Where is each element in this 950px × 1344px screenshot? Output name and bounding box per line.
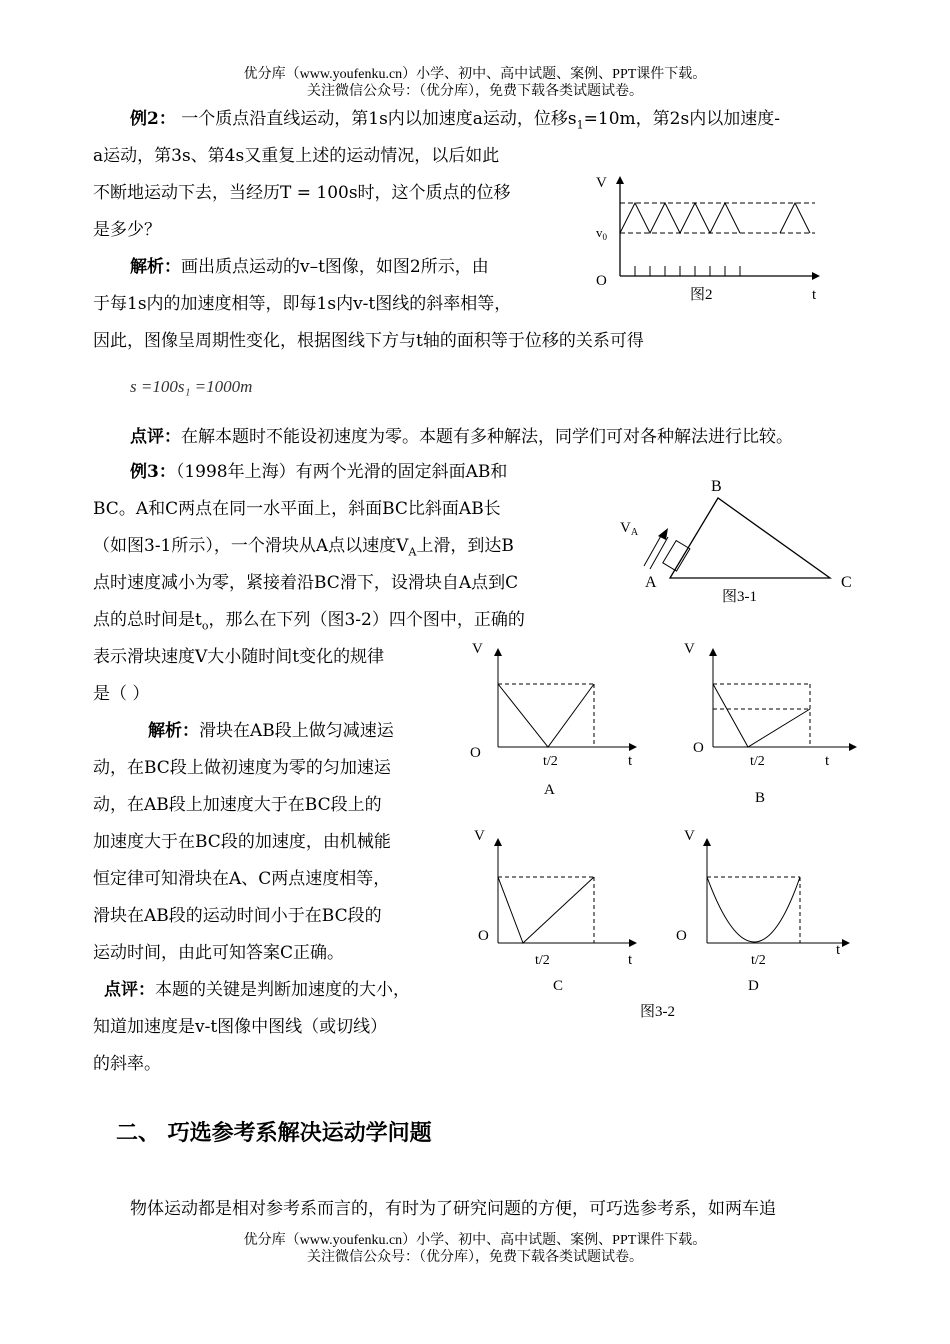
ex3-comment-1: 点评：本题的关键是判断加速度的大小， <box>104 980 410 1000</box>
ex3-analysis-6: 滑块在AB段的运动时间小于在BC段的 <box>93 906 382 926</box>
section-2-paragraph: 物体运动都是相对参考系而言的，有时为了研究问题的方便，可巧选参考系，如两车追 <box>130 1199 776 1219</box>
fig31-b-label: B <box>711 478 722 495</box>
graph-c-t: t <box>628 952 633 968</box>
ex2-line-4: 是多少？ <box>93 220 161 240</box>
graph-b-t: t <box>825 753 830 769</box>
ex3-analysis-2: 动，在BC段上做初速度为零的匀加速运 <box>93 758 391 778</box>
ex3-comment-3: 的斜率。 <box>93 1054 161 1074</box>
fig2-t-label: t <box>812 287 817 303</box>
graph-d-half: t/2 <box>751 953 766 968</box>
ex3-label: 例3： <box>130 462 176 482</box>
fig2-caption: 图2 <box>690 287 713 303</box>
graph-c-label: C <box>553 978 564 994</box>
ex3-line-2: BC。A和C两点在同一水平面上，斜面BC比斜面AB长 <box>93 499 501 519</box>
ex3-comment-2: 知道加速度是v-t图像中图线（或切线） <box>93 1017 388 1037</box>
ex3-analysis-label: 解析： <box>148 721 199 741</box>
graph-b-label: B <box>755 790 766 806</box>
graph-c-origin: O <box>478 928 489 944</box>
graph-d-t: t <box>836 942 841 958</box>
ex2-line-3: 不断地运动下去，当经历T = 100s时，这个质点的位移 <box>93 183 511 203</box>
ex3-comment-label: 点评： <box>104 980 155 1000</box>
ex3-analysis-3: 动，在AB段上加速度大于在BC段上的 <box>93 795 382 815</box>
fig2-v-label: V <box>596 175 607 191</box>
graph-b <box>684 641 855 806</box>
ex3-line-6: 表示滑块速度V大小随时间t变化的规律 <box>93 647 385 667</box>
fig2-origin-label: O <box>596 273 607 289</box>
ex2-comment-label: 点评： <box>130 427 181 447</box>
ex2-line-2: a运动，第3s、第4s又重复上述的运动情况，以后如此 <box>93 146 500 166</box>
ex2-analysis-label: 解析： <box>130 257 181 277</box>
page-header <box>0 66 950 100</box>
figure-2-vt-graph <box>590 168 830 308</box>
graph-d <box>676 828 848 994</box>
footer-line-1: 优分库（www.youfenku.cn）小学、初中、高中试题、案例、PPT课件下载。 <box>243 1233 707 1248</box>
graph-d-origin: O <box>676 928 687 944</box>
fig32-caption: 图3-2 <box>640 1004 675 1020</box>
ex2-comment: 点评：在解本题时不能设初速度为零。本题有多种解法，同学们可对各种解法进行比较。 <box>130 427 793 447</box>
graph-b-origin: O <box>693 740 704 756</box>
graph-a-half: t/2 <box>543 754 558 769</box>
ex3-analysis-7: 运动时间，由此可知答案C正确。 <box>93 943 345 963</box>
footer-line-2: 关注微信公众号：（优分库），免费下载各类试题试卷。 <box>307 1250 643 1265</box>
graph-a-t: t <box>628 753 633 769</box>
ex3-analysis-1: 解析：滑块在AB段上做匀减速运 <box>148 721 394 741</box>
figure-3-1-incline <box>610 470 870 610</box>
ex3-line-5: 点的总时间是$t_o$，那么在下列（图3-2）四个图中，正确的 <box>93 610 525 633</box>
graph-a-origin: O <box>470 745 481 761</box>
graph-d-label: D <box>748 978 759 994</box>
graph-a-label: A <box>544 782 555 798</box>
ex3-analysis-4: 加速度大于在BC段的加速度，由机械能 <box>93 832 391 852</box>
ex2-line-1: 例2： 一个质点沿直线运动，第1s内以加速度a运动，位移$s_1=10m$，第2s内以加速度- <box>130 109 780 132</box>
ex2-analysis-1: 解析：画出质点运动的v–t图像，如图2所示，由 <box>130 257 489 277</box>
fig31-c-label: C <box>841 574 852 591</box>
fig31-caption: 图3-1 <box>722 589 757 605</box>
figure-3-2-graphs <box>460 635 880 1035</box>
graph-c-half: t/2 <box>535 953 550 968</box>
graph-c-v: V <box>474 828 485 844</box>
graph-b-half: t/2 <box>750 754 765 769</box>
ex3-line-7: 是（ ） <box>93 684 150 704</box>
graph-a-v: V <box>472 641 483 657</box>
section-2-heading: 二、 巧选参考系解决运动学问题 <box>116 1121 432 1146</box>
graph-d-v: V <box>684 828 695 844</box>
ex2-label: 例2： <box>130 109 176 129</box>
graph-b-v: V <box>684 641 695 657</box>
page-footer <box>0 1232 950 1266</box>
ex3-analysis-5: 恒定律可知滑块在A、C两点速度相等， <box>93 869 391 889</box>
ex2-formula: s =100s₁ =1000m <box>130 377 253 396</box>
header-line-2: 关注微信公众号：（优分库），免费下载各类试题试卷。 <box>307 84 643 99</box>
ex3-line-3: （如图3-1所示），一个滑块从A点以速度$V_A$上滑，到达B <box>93 536 514 559</box>
ex2-analysis-3: 因此，图像呈周期性变化，根据图线下方与t轴的面积等于位移的关系可得 <box>93 331 644 351</box>
ex3-line-1: 例3：（1998年上海）有两个光滑的固定斜面AB和 <box>130 462 508 482</box>
fig31-a-label: A <box>645 574 657 591</box>
fig2-v0-label: $v_0$ <box>596 225 607 242</box>
fig31-va-label: $V_A$ <box>620 520 639 538</box>
graph-a <box>470 641 635 798</box>
ex2-analysis-2: 于每1s内的加速度相等，即每1s内v-t图线的斜率相等， <box>93 294 512 314</box>
ex3-line-4: 点时速度减小为零，紧接着沿BC滑下，设滑块自A点到C <box>93 573 519 593</box>
graph-c <box>474 828 635 994</box>
header-line-1: 优分库（www.youfenku.cn）小学、初中、高中试题、案例、PPT课件下载。 <box>243 67 707 82</box>
